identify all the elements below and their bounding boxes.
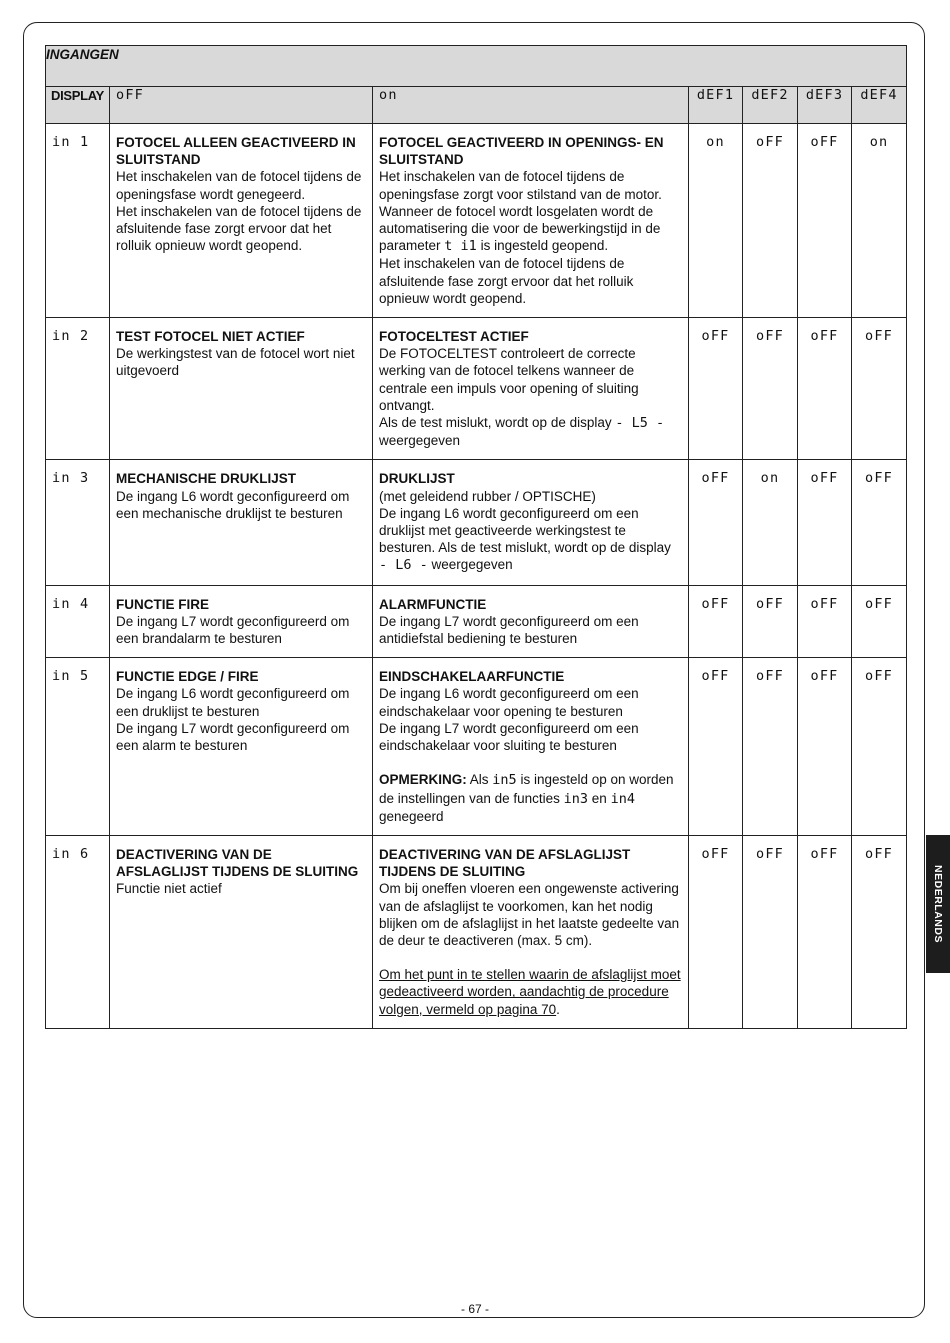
on-title: DRUKLIJST [379,471,455,487]
display-header: DISPLAY [46,87,110,124]
def4-value: on [852,124,907,318]
note-code: in5 [492,772,517,789]
row-code: in 5 [46,658,110,836]
note-code: in3 [563,790,589,807]
def3-value: oFF [798,318,852,460]
def2-value: oFF [743,658,798,836]
display-code: - L6 - [379,557,428,574]
off-text: Het inschakelen van de fotocel tijdens de openingsfase wordt genegeerd. Het inschakelen van de fotocel tijdens de afsluitende fase zorgt ervoor dat het rolluik opnieuw wordt geopend. [116,169,362,254]
off-cell [110,124,373,318]
table-row [46,835,907,1028]
def2-header: dEF2 [743,87,798,124]
def3-value: oFF [798,460,852,585]
off-header: oFF [110,87,373,124]
on-text: De FOTOCELTEST controleert de correcte werking van de fotocel telkens wanneer de centrale een impuls voor opening of sluiting ontvangt. Als de test mislukt, wordt op de display [379,346,639,431]
on-text-cont: weergegeven [431,557,513,573]
on-text: Om bij oneffen vloeren een ongewenste activering van de afslaglijst te voorkomen, kan het nodig blijken om de afslaglijst in het laatste gedeelte van de deur te deactiveren (max. 5 cm). [379,881,680,948]
off-text: De ingang L6 wordt geconfigureerd om een druklijst te besturen De ingang L7 wordt geconfigureerd om een alarm te besturen [116,686,350,754]
on-title: EINDSCHAKELAARFUNCTIE [379,669,565,685]
off-cell [110,585,373,658]
def1-value: oFF [689,585,743,658]
def1-header: dEF1 [689,87,743,124]
off-title: FOTOCEL ALLEEN GEACTIVEERD IN SLUITSTAND [116,135,356,168]
off-cell [110,658,373,836]
def1-value: oFF [689,318,743,460]
off-cell [110,460,373,585]
on-cell [373,658,689,836]
on-title: FOTOCELTEST ACTIEF [379,329,529,345]
def4-header: dEF4 [852,87,907,124]
def2-value: oFF [743,835,798,1028]
table-row [46,460,907,585]
on-text: (met geleidend rubber / OPTISCHE) De ingang L6 wordt geconfigureerd om een druklijst met geactiveerde werkingstest te besturen. Als de test mislukt, wordt op de display [379,488,671,556]
row-code: in 3 [46,460,110,585]
def3-value: oFF [798,835,852,1028]
off-text: De werkingstest van de fotocel wort niet uitgevoerd [116,346,355,379]
spacer [379,754,682,771]
def4-value: oFF [852,585,907,658]
on-cell [373,460,689,585]
def3-value: oFF [798,585,852,658]
def2-value: oFF [743,124,798,318]
header-row [46,87,907,124]
on-cell [373,835,689,1028]
def3-header: dEF3 [798,87,852,124]
on-cell [373,585,689,658]
off-cell [110,835,373,1028]
note-label: OPMERKING: [379,772,467,788]
page-number: - 67 - [460,1302,489,1316]
def2-value: oFF [743,318,798,460]
on-title: ALARMFUNCTIE [379,596,487,612]
off-text: De ingang L6 wordt geconfigureerd om een mechanische druklijst te besturen [116,488,350,521]
language-tab-label: NEDERLANDS [932,865,944,943]
on-text-cont: is ingesteld geopend. Het inschakelen van de fotocel tijdens de afsluitende fase zorgt ervoor dat het rolluik opnieuw wordt geopend. [379,238,634,306]
row-code: in 2 [46,318,110,460]
def3-value: oFF [798,658,852,836]
def4-value: oFF [852,460,907,585]
def1-value: on [689,124,743,318]
table-row [46,318,907,460]
def1-value: oFF [689,835,743,1028]
note-text: Als [469,772,489,788]
off-title: MECHANISCHE DRUKLIJST [116,471,297,487]
row-code: in 6 [46,835,110,1028]
note-text: en [591,790,607,806]
def2-value: oFF [743,585,798,658]
def4-value: oFF [852,658,907,836]
def1-value: oFF [689,460,743,585]
def3-value: oFF [798,124,852,318]
inputs-table [45,45,907,1029]
on-text-cont: weergegeven [379,433,461,449]
on-text: Het inschakelen van de fotocel tijdens de openingsfase zorgt voor stilstand van de motor. Wanneer de fotocel wordt losgelaten wordt de automatisering die voor de bewerkingstijd in de parameter [379,169,662,254]
off-title: FUNCTIE EDGE / FIRE [116,669,259,685]
def2-value: on [743,460,798,585]
def4-value: oFF [852,835,907,1028]
table-row [46,585,907,658]
on-text: De ingang L6 wordt geconfigureerd om een eindschakelaar voor opening te besturen De ingang L7 wordt geconfigureerd om een eindschakelaar voor sluiting te besturen [379,686,639,754]
off-text: De ingang L7 wordt geconfigureerd om een brandalarm te besturen [116,613,350,647]
on-title: FOTOCEL GEACTIVEERD IN OPENINGS- EN SLUITSTAND [379,135,664,168]
off-title: DEACTIVERING VAN DE AFSLAGLIJST TIJDENS DE SLUITING [116,846,359,880]
on-cell [373,318,689,460]
note-text: is ingesteld op on worden de instellingen van de functies [379,772,674,806]
display-code: - L5 - [615,415,665,432]
note-code: in4 [610,790,635,807]
table-row [46,124,907,318]
spacer [379,949,682,966]
on-header: on [373,87,689,124]
off-title: FUNCTIE FIRE [116,596,209,612]
off-cell [110,318,373,460]
section-title: INGANGEN [46,46,907,87]
off-text: Functie niet actief [116,881,222,897]
parameter-code: t i1 [444,238,477,255]
row-code: in 4 [46,585,110,658]
def1-value: oFF [689,658,743,836]
language-tab [926,835,950,973]
on-text: De ingang L7 wordt geconfigureerd om een antidiefstal bediening te besturen [379,613,639,647]
table-row [46,658,907,836]
off-title: TEST FOTOCEL NIET ACTIEF [116,329,305,345]
on-title: DEACTIVERING VAN DE AFSLAGLIJST TIJDENS DE SLUITING [379,846,631,880]
row-code: in 1 [46,124,110,318]
def4-value: oFF [852,318,907,460]
note-text: genegeerd [379,808,444,824]
on-cell [373,124,689,318]
procedure-reference-link[interactable]: Om het punt in te stellen waarin de afslaglijst moet gedeactiveerd worden, aandachtig de procedure volgen, vermeld op pagina 70 [379,967,681,1017]
link-period: . [556,1001,560,1017]
